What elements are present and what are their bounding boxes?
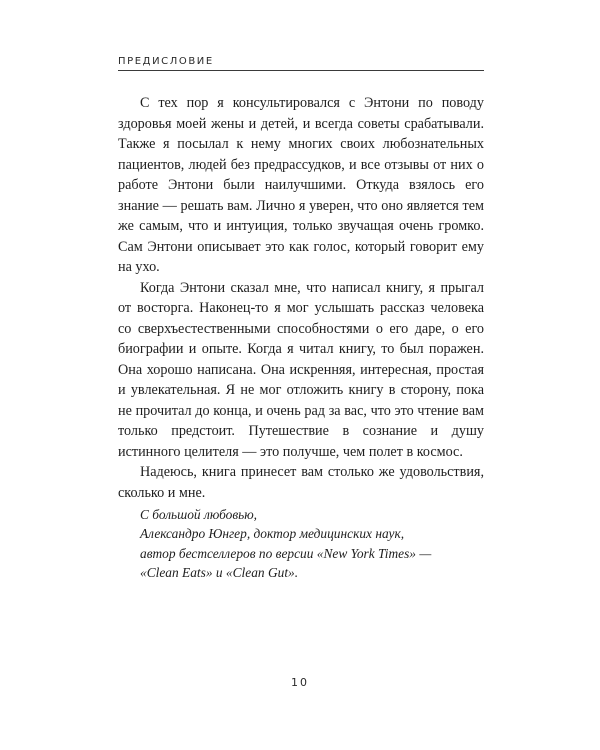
paragraph-2: Когда Энтони сказал мне, что написал книгу, я прыгал от восторга. Наконец-то я мог услышать рассказ человека со сверхъестественными способностями о его даре, о его биографии и опыте. Когда я читал книгу, то был поражен. Она хорошо написана. Она искренняя, интересная, простая и увлекательная. Я не мог отложить книгу в сторону, пока не прочитал до конца, и очень рад за вас, что это чтение вам только предстоит. Путешествие в сознание и душу истинного целителя — это получше, чем полет в космос. [118, 279, 484, 460]
running-head-title: ПРЕДИСЛОВИЕ [118, 56, 214, 67]
signature-block [118, 505, 484, 583]
signature-closing: С большой любовью, [140, 507, 258, 522]
paragraph-3: Надеюсь, книга принесет вам столько же удовольствия, сколько и мне. [118, 464, 484, 501]
header-rule [118, 70, 484, 71]
body-text [118, 93, 484, 583]
page-number: 10 [291, 676, 309, 689]
signature-name: Александро Юнгер, доктор медицинских наук, [140, 526, 405, 542]
paragraph-1: С тех пор я консультировался с Энтони по поводу здоровья моей жены и детей, и всегда советы срабатывали. Также я посылал к нему многих своих любознательных пациентов, людей без предрассудков, и все отзывы от них о работе Энтони были наилучшими. Откуда взялось его знание — решать вам. Лично я уверен, что оно является тем же самым, что и интуиция, только звучащая очень громко. Сам Энтони описывает это как голос, который говорит ему на ухо. [118, 95, 484, 275]
signature-books: «Clean Eats» и «Clean Gut». [140, 565, 299, 581]
signature-author-credit: автор бестселлеров по версии «New York Times» — [140, 545, 432, 561]
